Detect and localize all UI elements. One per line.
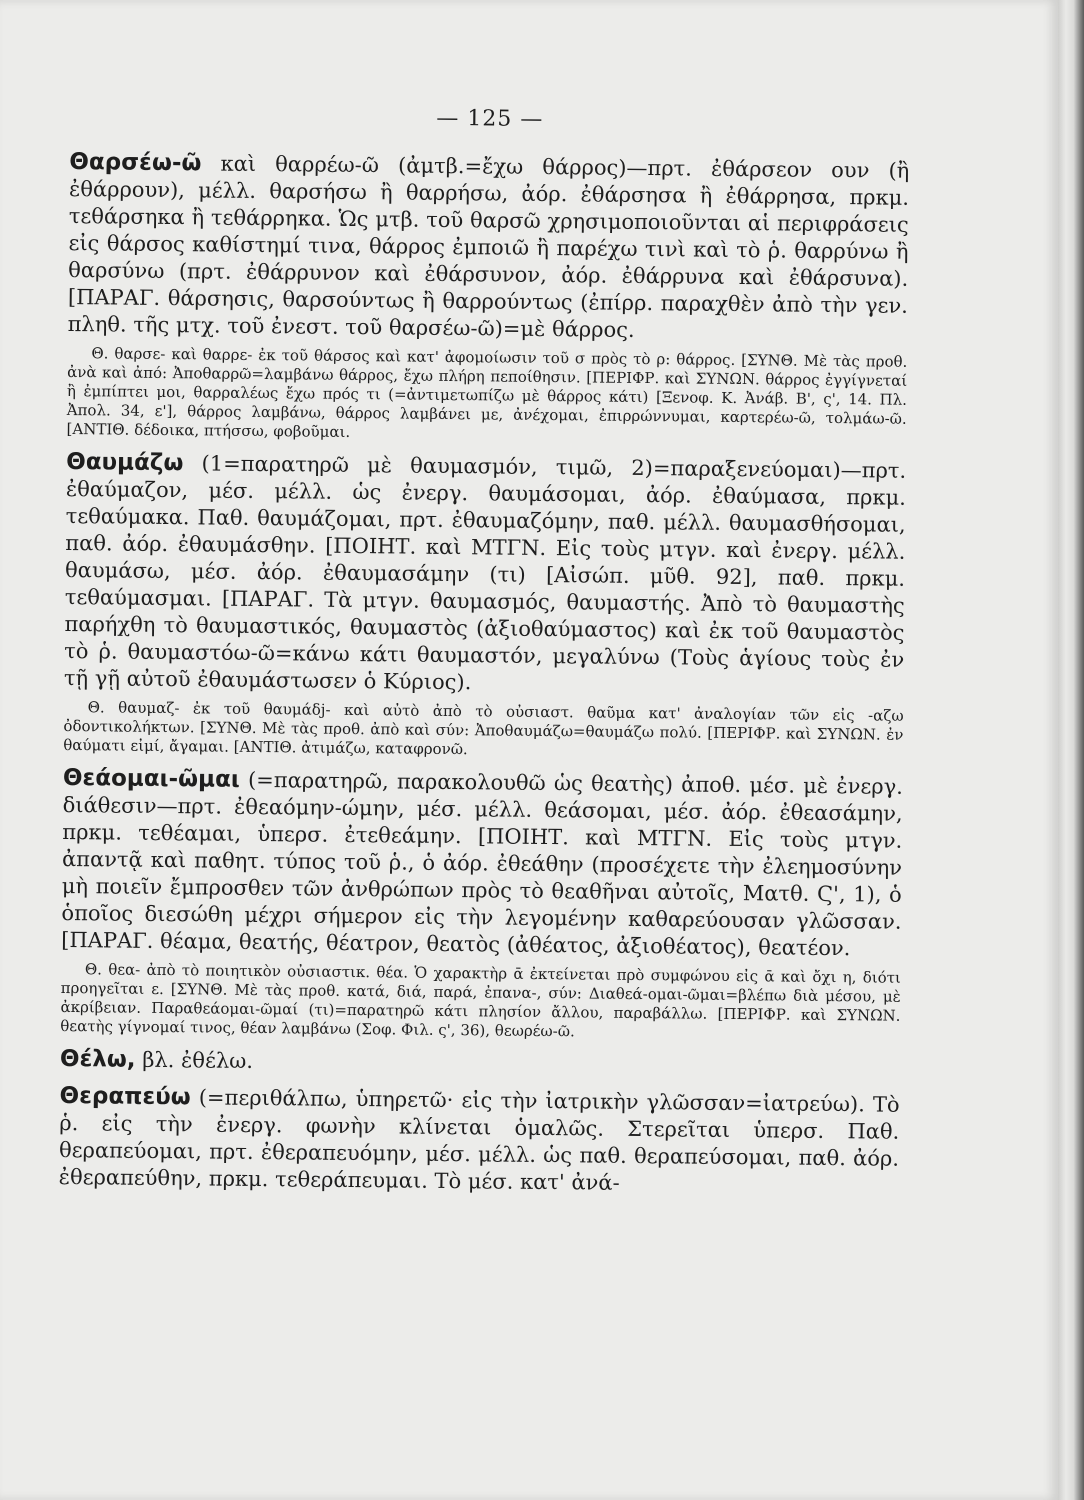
- entry-note: Θ. θαρσε- καὶ θαρρε- ἐκ τοῦ θάρσος καὶ κατ' ἀφομοίωσιν τοῦ σ πρὸς τὸ ρ: θάρρος. [ΣΥΝΘ. Μὲ τὰς προθ. ἀνὰ καὶ ἀπό: Ἀποθαρρῶ=λαμβάνω θάρρος, ἔχω πλήρη πεποίθησιν. [ΠΕΡΙΦΡ. καὶ ΣΥΝΩΝ. θάρρος ἐγγίγνεταί ἢ ἐμπίπτει μοι, θαρραλέως ἔχω πρός τι (=ἀντιμετωπίζω μὲ θάρρος κάτι) [Ξενοφ. Κ. Ἀνάβ. Β', ς', 14. Πλ. Ἀπολ. 34, ε'], θάρρος λαμβάνω, θάρρος λαμβάνει με, ἀνέχομαι, ἐπιρρώννυμαι, καρτερέω-ῶ, τολμάω-ῶ. [ΑΝΤΙΘ. δέδοικα, πτήσσω, φοβοῦμαι.: [66, 344, 908, 441]
- entry-text: (=περιθάλπω, ὑπηρετῶ· εἰς τὴν ἰατρικὴν γλῶσσαν=ἰατρεύω). Τὸ ῥ. εἰς τὴν ἐνεργ. φωνὴν κλίνεται ὁμαλῶς. Στερεῖται ὑπερσ. Παθ. θεραπεύομαι, πρτ. ἐθεραπευόμην, μέσ. μέλλ. ὡς παθ. θεραπεύσομαι, παθ. ἀόρ. ἐθεραπεύθην, πρκμ. τεθεράπευμαι. Τὸ μέσ. κατ' ἀνά-: [58, 1085, 900, 1195]
- dictionary-entry: [59, 1083, 900, 1200]
- dictionary-entry: [60, 765, 903, 1045]
- entry-headword: Θεάομαι-ῶμαι: [62, 764, 240, 793]
- entry-note: Θ. θεα- ἀπὸ τὸ ποιητικὸν οὐσιαστικ. θέα. Ὁ χαρακτὴρ ᾱ ἐκτείνεται πρὸ συμφώνου εἰς ᾱ καὶ ὄχι η, διότι προηγεῖται ε. [ΣΥΝΘ. Μὲ τὰς προθ. κατά, διά, παρά, ἐπανα-, σύν: Διαθεά-ομαι-ῶμαι=βλέπω διὰ μέσου, μὲ ἀκρίβειαν. Παραθεάομαι-ῶμαί (τι)=παρατηρῶ κάτι πλησίον ἄλλου, παραβάλλω. [ΠΕΡΙΦΡ. καὶ ΣΥΝΩΝ. θεατὴς γίγνομαί τινος, θέαν λαμβάνω (Σοφ. Φιλ. ς', 36), θεωρέω-ῶ.: [60, 960, 901, 1041]
- dictionary-entry: [60, 1046, 900, 1082]
- entry-body: [68, 149, 910, 347]
- dictionary-entry: [63, 449, 906, 764]
- page-number: — 125 —: [436, 105, 544, 132]
- entry-text: (1=παρατηρῶ μὲ θαυμασμόν, τιμῶ, 2)=παραξενεύομαι)—πρτ. ἐθαύμαζον, μέσ. μέλλ. ὡς ἐνεργ. θαυμάσομαι, ἀόρ. ἐθαύμασα, πρκμ. τεθαύμακα. Παθ. θαυμάζομαι, πρτ. ἐθαυμαζόμην, παθ. μέλλ. θαυμασθήσομαι, παθ. ἀόρ. ἐθαυμάσθην. [ΠΟΙΗΤ. καὶ ΜΤΓΝ. Εἰς τοὺς μτγν. καὶ ἐνεργ. μέλλ. θαυμάσω, μέσ. ἀόρ. ἐθαυμασάμην (τι) [Αἰσώπ. μῦθ. 92], παθ. πρκμ. τεθαύμασμαι. [ΠΑΡΑΓ. Τὰ μτγν. θαυμασμός, θαυμαστής. Ἀπὸ τὸ θαυμαστὴς παρήχθη τὸ θαυμαστικός, θαυμαστὸς (ἀξιοθαύμαστος) καὶ ἐκ τοῦ θαυμαστὸς τὸ ῥ. θαυμαστόω-ῶ=κάνω κάτι θαυμαστόν, μεγαλύνω (Τοὺς ἁγίους τοὺς ἐν τῇ γῇ αὐτοῦ ἐθαυμάστωσεν ὁ Κύριος).: [63, 451, 907, 695]
- entry-text: καὶ θαρρέω-ῶ (ἀμτβ.=ἔχω θάρρος)—πρτ. ἐθάρσεον ουν (ἢ ἐθάρρουν), μέλλ. θαρσήσω ἢ θαρρήσω, ἀόρ. ἐθάρσησα ἢ ἐθάρρησα, πρκμ. τεθάρσηκα ἢ τεθάρρηκα. Ὡς μτβ. τοῦ θαρσῶ χρησιμοποιοῦνται αἱ περιφράσεις εἰς θάρσος καθίστημί τινα, θάρρος ἐμποιῶ ἢ παρέχω τινὶ καὶ τὸ ῥ. θαρρύνω ἢ θαρσύνω (πρτ. ἐθάρρυνον καὶ ἐθάρσυνον, ἀόρ. ἐθάρρυνα καὶ ἐθάρσυνα). [ΠΑΡΑΓ. θάρσησις, θαρσούντως ἢ θαρρούντως (ἐπίρρ. παραχθὲν ἀπὸ τὴν γεν. πληθ. τῆς μτχ. τοῦ ἐνεστ. τοῦ θαρσέω-ῶ)=μὲ θάρρος.: [67, 151, 910, 342]
- entry-body: [60, 1046, 900, 1082]
- entry-text: βλ. ἐθέλω.: [142, 1047, 254, 1073]
- dictionary-entry: [66, 149, 909, 448]
- page-content: [58, 102, 909, 1210]
- entry-body: [61, 765, 903, 963]
- entry-body: [59, 1083, 900, 1200]
- entry-body: [64, 449, 906, 701]
- entry-headword: Θέλω,: [59, 1045, 136, 1073]
- entry-headword: Θεραπεύω: [59, 1082, 191, 1111]
- entry-headword: Θαυμάζω: [66, 448, 184, 477]
- page-edge: [1058, 0, 1084, 1500]
- entry-note: Θ. θαυμαζ- ἐκ τοῦ θαυμάδj- καὶ αὐτὸ ἀπὸ τὸ οὐσιαστ. θαῦμα κατ' ἀναλογίαν τῶν εἰς -αζω ὀδοντικολήκτων. [ΣΥΝΘ. Μὲ τὰς προθ. ἀπὸ καὶ σύν: Ἀποθαυμάζω=θαυμάζω πολύ. [ΠΕΡΙΦΡ. καὶ ΣΥΝΩΝ. ἐν θαύματι εἰμί, ἄγαμαι. [ΑΝΤΙΘ. ἀτιμάζω, καταφρονῶ.: [63, 698, 904, 759]
- entry-headword: Θαρσέω-ῶ: [69, 148, 202, 177]
- entry-text: (=παρατηρῶ, παρακολουθῶ ὡς θεατὴς) ἀποθ. μέσ. μὲ ἐνεργ. διάθεσιν—πρτ. ἐθεαόμην-ώμην, μέσ. μέλλ. θεάσομαι, μέσ. ἀόρ. ἐθεασάμην, πρκμ. τεθέαμαι, ὑπερσ. ἐτεθεάμην. [ΠΟΙΗΤ. καὶ ΜΤΓΝ. Εἰς τοὺς μτγν. ἀπαντᾷ καὶ παθητ. τύπος τοῦ ῥ., ὁ ἀόρ. ἐθεάθην (προσέχετε τὴν ἐλεημοσύνην μὴ ποιεῖν ἔμπροσθεν τῶν ἀνθρώπων πρὸς τὸ θεαθῆναι αὐτοῖς, Ματθ. Ϛ', 1), ὁ ὁποῖος διεσώθη μέχρι σήμερον εἰς τὴν λεγομένην καθαρεύουσαν γλῶσσαν. [ΠΑΡΑΓ. θέαμα, θεατής, θέατρον, θεατὸς (ἀθέατος, ἀξιοθέατος), θεατέον.: [61, 767, 904, 961]
